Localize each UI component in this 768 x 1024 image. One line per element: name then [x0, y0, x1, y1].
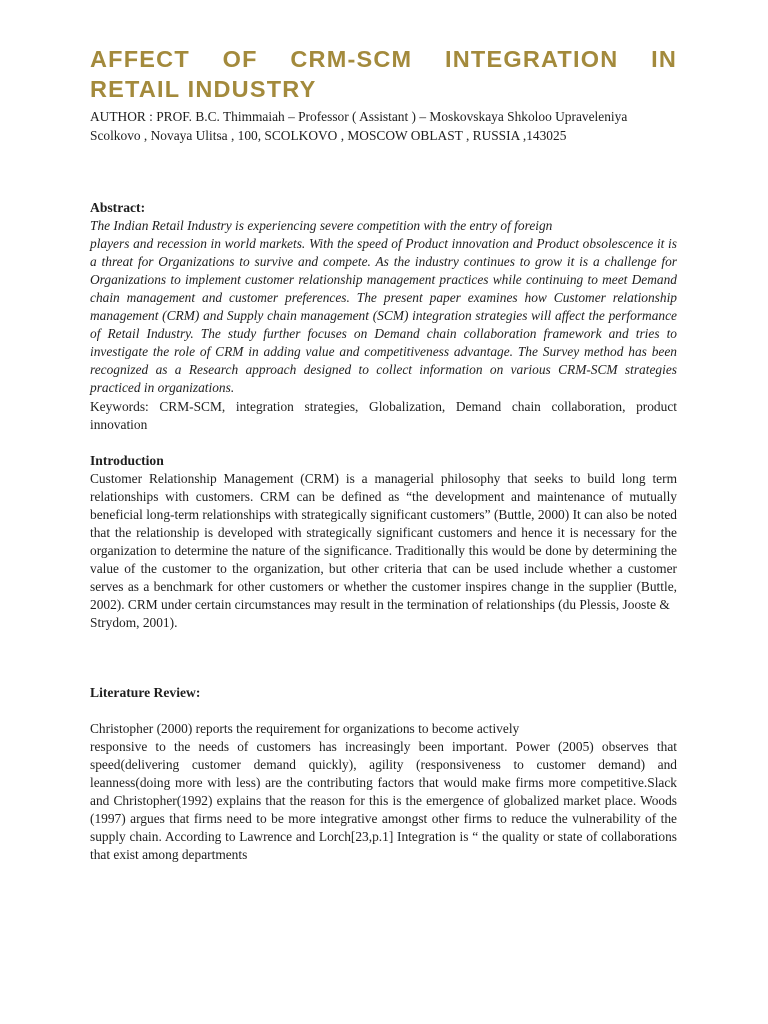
- title-line-1: AFFECT OF CRM-SCM INTEGRATION IN: [90, 46, 677, 72]
- literature-review-text: responsive to the needs of customers has increasingly been important. Power (2005) observes that speed(delivering customer demand quickly), agility (responsiveness to customer demand) and leanness(doing more with less) are the contributing factors that would make firms more competitive.Slack and Christopher(1992) explains that the reason for this is the emergence of globalized market place. Woods (1997) argues that firms need to be more integrative amongst other firms to reduce the vulnerability of the supply chain. According to Lawrence and Lorch[23,p.1] Integration is “ the quality or state of collaborations that exist among departments: [90, 739, 677, 862]
- abstract-text: players and recession in world markets. With the speed of Product innovation and Product obsolescence it is a threat for Organizations to survive and compete. As the industry continues to grow it is a challenge for Organizations to implement customer relationship management practices while continuing to meet Demand chain management and customer preferences. The present paper examines how Customer relationship management (CRM) and Supply chain management (SCM) integration strategies will affect the performance of Retail Industry. The study further focuses on Demand chain collaboration framework and tries to investigate the role of CRM in adding value and competitiveness advantage. The Survey method has been recognized as a Research approach designed to collect information on various CRM-SCM strategies practiced in organizations.: [90, 236, 677, 395]
- spacer: [90, 632, 677, 684]
- abstract-section: [90, 199, 677, 434]
- paper-page: [90, 44, 677, 864]
- abstract-first-line: The Indian Retail Industry is experiencing severe competition with the entry of foreign: [90, 218, 553, 233]
- author-block: [90, 107, 677, 145]
- keywords: Keywords: CRM-SCM, integration strategies, Globalization, Demand chain collaboration, product innovation: [90, 399, 677, 432]
- literature-review-first-line: Christopher (2000) reports the requirement for organizations to become actively: [90, 721, 520, 736]
- abstract-heading: Abstract:: [90, 200, 146, 215]
- introduction-heading: Introduction: [90, 453, 164, 468]
- introduction-body: [90, 470, 677, 614]
- abstract-body: [90, 217, 677, 397]
- spacer: [90, 702, 677, 720]
- literature-review-heading: Literature Review:: [90, 685, 201, 700]
- paper-title: [90, 44, 677, 104]
- spacer: [90, 434, 677, 452]
- literature-review-body: [90, 720, 677, 864]
- title-line-2: RETAIL INDUSTRY: [90, 76, 317, 102]
- introduction-text: Customer Relationship Management (CRM) is a managerial philosophy that seeks to build long term relationships with customers. CRM can be defined as “the development and maintenance of mutually beneficial long-term relationships with strategically significant customers” (Buttle, 2000) It can also be noted that the relationship is developed with strategically significant customers and hence it is necessary for the organization to determine the nature of the significance. Traditionally this would be done by determining the value of the customer to the organization, but other criteria that can be used include whether a customer serves as a benchmark for other customers or whether the customer inspires change in the supplier (Buttle, 2002). CRM under certain circumstances may result in the termination of relationships (du Plessis, Jooste &: [90, 471, 677, 612]
- introduction-section: [90, 452, 677, 632]
- introduction-last-line: Strydom, 2001).: [90, 615, 178, 630]
- author-line-2: Scolkovo , Novaya Ulitsa , 100, SCOLKOVO , MOSCOW OBLAST , RUSSIA ,143025: [90, 128, 567, 143]
- author-line-1: AUTHOR : PROF. B.C. Thimmaiah – Professor ( Assistant ) – Moskovskaya Shkoloo Upraveleniya: [90, 109, 628, 124]
- spacer: [90, 145, 677, 199]
- literature-review-section: [90, 684, 677, 864]
